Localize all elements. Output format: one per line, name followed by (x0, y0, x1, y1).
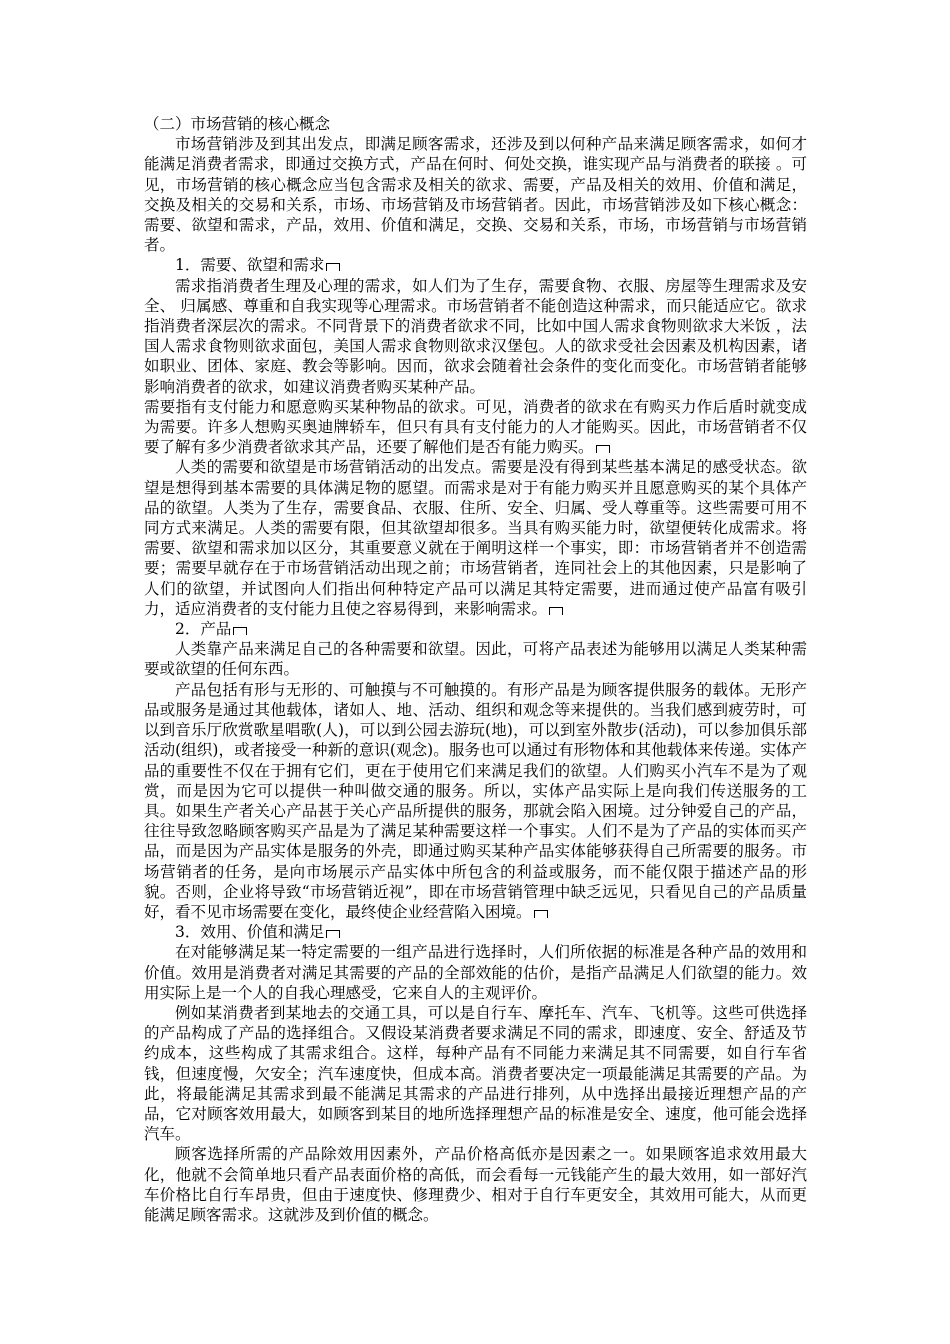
subsection-heading (144, 922, 807, 942)
document-page (144, 114, 807, 1225)
paragraph: 需求指消费者生理及心理的需求，如人们为了生存，需要食物、衣服、房屋等生理需求及安全、 归属感、尊重和自我实现等心理需求。市场营销者不能创造这种需求，而只能适应它。欲求指消费者深层次的需求。不同背景下的消费者欲求不同，比如中国人需求食物则欲求大米饭 ，法国人需求食物则欲求面包，美国人需求食物则欲求汉堡包。人的欲求受社会因素及机构因素，诸如职业、团体、家庭、教会等影响。因而，欲求会随着社会条件的变化而变化。市场营销者能够影响消费者的欲求，如建议消费者购买某种产品。 (144, 276, 807, 396)
paragraph-mark-icon (326, 930, 340, 938)
paragraph-mark-icon (549, 607, 563, 615)
subsection-heading-text: 2．产品 (175, 620, 232, 639)
paragraph-mark-icon (596, 445, 610, 453)
paragraph: 人类靠产品来满足自己的各种需要和欲望。因此，可将产品表述为能够用以满足人类某种需要或欲望的任何东西。 (144, 640, 807, 679)
section-heading: （二）市场营销的核心概念 (144, 115, 331, 133)
paragraph-mark-icon (534, 910, 548, 918)
paragraph (144, 397, 807, 458)
paragraph-text: 产品包括有形与无形的、可触摸与不可触摸的。有形产品是为顾客提供服务的载体。无形产品或服务是通过其他载体，诸如人、地、活动、组织和观念等来提供的。当我们感到疲劳时，可以到音乐厅欣赏歌星唱歌(人)，可以到公园去游玩(地)，可以到室外散步(活动)，可以参加俱乐部活动(组织)，或者接受一种新的意识(观念)。服务也可以通过有形物体和其他载体来传递。实体产品的重要性不仅在于拥有它们，更在于使用它们来满足我们的欲望。人们购买小汽车不是为了观赏，而是因为它可以提供一种叫做交通的服务。所以，实体产品实际上是向我们传送服务的工具。如果生产者关心产品甚于关心产品所提供的服务，那就会陷入困境。过分钟爱自己的产品，往往导致忽略顾客购买产品是为了满足某种需要这样一个事实。人们不是为了产品的实体而买产品，而是因为产品实体是服务的外壳，即通过购买某种产品实体能够获得自己所需要的服务。市场营销者的任务，是向市场展示产品实体中所包含的利益或服务，而不能仅限于描述产品的形貌。否则，企业将导致“市场营销近视”，即在市场营销管理中缺乏远见，只看见自己的产品质量好，看不见市场需要在变化，最终使企业经营陷入困境。 (144, 680, 807, 921)
paragraph (144, 457, 807, 619)
subsection-heading-text: 3．效用、价值和满足 (175, 923, 325, 942)
paragraph: 例如某消费者到某地去的交通工具，可以是自行车、摩托车、汽车、飞机等。这些可供选择的产品构成了产品的选择组合。又假设某消费者要求满足不同的需求，即速度、安全、舒适及节约成本，这些构成了其需求组合。这样，每种产品有不同能力来满足其不同需要，如自行车省钱，但速度慢，欠安全；汽车速度快，但成本高。消费者要决定一项最能满足其需要的产品。为此，将最能满足其需求到最不能满足其需求的产品进行排列，从中选择出最接近理想产品的产品，它对顾客效用最大，如顾客到某目的地所选择理想产品的标准是安全、速度，他可能会选择汽车。 (144, 1003, 807, 1144)
paragraph: 在对能够满足某一特定需要的一组产品进行选择时，人们所依据的标准是各种产品的效用和价值。效用是消费者对满足其需要的产品的全部效能的估价，是指产品满足人们欲望的能力。效用实际上是一个人的自我心理感受，它来自人的主观评价。 (144, 943, 807, 1002)
subsection-heading (144, 619, 807, 639)
paragraph-text: 人类的需要和欲望是市场营销活动的出发点。需要是没有得到某些基本满足的感受状态。欲望是想得到基本需要的具体满足物的愿望。而需求是对于有能力购买并且愿意购买的某个具体产品的欲望。人类为了生存，需要食品、衣服、住所、安全、归属、受人尊重等。这些需要可用不同方式来满足。人类的需要有限，但其欲望却很多。当具有购买能力时，欲望便转化成需求。将需要、欲望和需求加以区分，其重要意义就在于阐明这样一个事实，即：市场营销者并不创造需要；需要早就存在于市场营销活动出现之前；市场营销者，连同社会上的其他因素，只是影响了人们的欲望，并试图向人们指出何种特定产品可以满足其特定需要，进而通过使产品富有吸引力，适应消费者的支付能力且使之容易得到，来影响需求。 (144, 458, 807, 618)
paragraph: 顾客选择所需的产品除效用因素外，产品价格高低亦是因素之一。如果顾客追求效用最大化，他就不会简单地只看产品表面价格的高低，而会看每一元钱能产生的最大效用，如一部好汽车价格比自行车昂贵，但由于速度快、修理费少、相对于自行车更安全，其效用可能大，从而更能满足顾客需求。这就涉及到价值的概念。 (144, 1145, 807, 1224)
subsection-heading-text: 1．需要、欲望和需求 (175, 256, 325, 275)
paragraph: 市场营销涉及到其出发点，即满足顾客需求，还涉及到以何种产品来满足顾客需求，如何才能满足消费者需求，即通过交换方式，产品在何时、何处交换，谁实现产品与消费者的联接 。可见，市场营销的核心概念应当包含需求及相关的欲求、需要，产品及相关的效用、价值和满足，交换及相关的交易和关系，市场、市场营销及市场营销者。因此，市场营销涉及如下核心概念：需要、欲望和需求，产品，效用、价值和满足，交换、交易和关系，市场，市场营销与市场营销者。 (144, 135, 807, 255)
paragraph-mark-icon (326, 263, 340, 271)
subsection-heading (144, 255, 807, 275)
paragraph-mark-icon (233, 627, 247, 635)
paragraph (144, 680, 807, 922)
paragraph-text: 需要指有支付能力和愿意购买某种物品的欲求。可见，消费者的欲求在有购买力作后盾时就变成为需要。许多人想购买奥迪牌轿车，但只有具有支付能力的人才能购买。因此，市场营销者不仅要了解有多少消费者欲求其产品，还要了解他们是否有能力购买。 (144, 397, 807, 457)
